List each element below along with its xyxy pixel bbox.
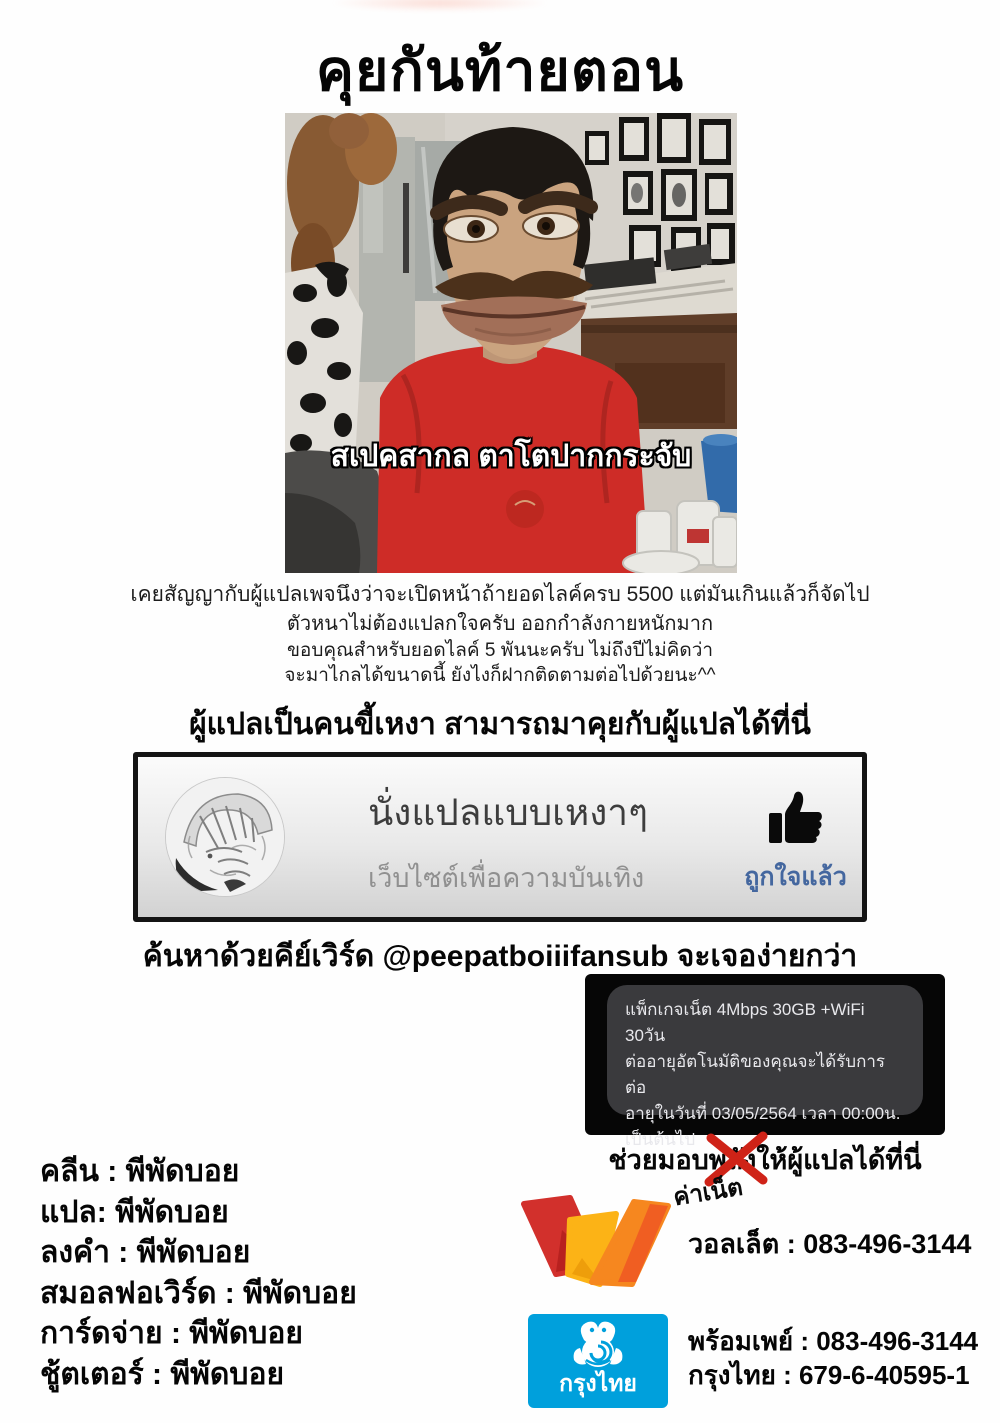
credit-card: การ์ดจ่าย : พีพัดบอย	[40, 1317, 303, 1350]
credits-list	[40, 1152, 357, 1395]
sms-line-3: อายุในวันที่ 03/05/2564 เวลา 00:00น.	[625, 1104, 901, 1123]
page-title: คุยกันท้ายตอน	[315, 39, 685, 103]
facebook-page-banner[interactable]	[133, 752, 867, 922]
sms-screenshot	[585, 974, 945, 1149]
page-subtitle: เว็บไซต์เพื่อความบันเทิง	[368, 863, 645, 893]
intro-line-1: เคยสัญญากับผู้แปลเพจนึงว่าจะเปิดหน้าถ้ายอดไลค์ครบ 5500 แต่มันเกินแล้วก็จัดไป	[130, 583, 870, 606]
top-edge-artifact	[330, 0, 550, 12]
intro-line-2: ตัวหนาไม่ต้องแปลกใจครับ ออกกำลังกายหนักมาก	[286, 613, 714, 635]
sms-line-4: เป็นต้นไป	[625, 1130, 696, 1149]
sms-line-1: แพ็กเกจเน็ต 4Mbps 30GB +WiFi 30วัน	[625, 1000, 865, 1045]
replacement-word: ค่าเน็ต	[671, 1173, 745, 1212]
bank-logo-text: กรุงไทย	[559, 1370, 637, 1396]
translator-meme-photo	[285, 113, 737, 573]
photo-caption: สเปคสากล ตาโตปากกระจับ	[330, 440, 692, 473]
sms-bubble	[607, 985, 923, 1149]
photo-illustration	[285, 113, 737, 573]
donate-prefix: ช่วยมอบ	[608, 1145, 709, 1175]
credit-typeset: ลงคำ : พีพัดบอย	[40, 1236, 251, 1269]
credit-shooter: ชู้ตเตอร์ : พีพัดบอย	[40, 1357, 285, 1391]
page-avatar	[166, 778, 284, 896]
like-status	[738, 787, 853, 897]
sms-line-2: ต่ออายุอัตโนมัติของคุณจะได้รับการต่อ	[625, 1052, 886, 1097]
credit-clean: คลีน : พีพัดบอย	[40, 1155, 240, 1188]
wallet-number: วอลเล็ต : 083-496-3144	[688, 1229, 972, 1259]
donate-line	[575, 1138, 955, 1212]
bank-account-number: กรุงไทย : 679-6-40595-1	[688, 1360, 970, 1390]
intro-paragraph	[0, 580, 1000, 689]
krungthai-bank-logo	[528, 1314, 668, 1408]
invite-line: ผู้แปลเป็นคนขี้เหงา สามารถมาคุยกับผู้แปลได้ที่นี่	[189, 708, 811, 741]
donate-suffix: ให้ผู้แปลได้ที่นี่	[756, 1145, 922, 1175]
promptpay-number: พร้อมเพย์ : 083-496-3144	[688, 1326, 979, 1356]
credit-translate: แปล: พีพัดบอย	[40, 1195, 229, 1229]
page-info	[368, 783, 648, 899]
liked-label: ถูกใจแล้ว	[744, 863, 847, 891]
intro-line-4: จะมาไกลได้ขนาดนี้ ยังไงก็ฝากติดตามต่อไปด้วยนะ^^	[284, 665, 716, 686]
bank-account-info	[688, 1324, 978, 1392]
page-name: นั่งแปลแบบเหงาๆ	[368, 792, 648, 833]
crossed-word-text: พลัง	[708, 1145, 757, 1175]
truemoney-wallet-logo	[512, 1190, 674, 1294]
keyword-line: ค้นหาด้วยคีย์เวิร์ด @peepatboiiifansub จะเจอง่ายกว่า	[142, 940, 858, 973]
intro-line-3: ขอบคุณสำหรับยอดไลค์ 5 พันนะครับ ไม่ถึงปีไม่คิดว่า	[286, 640, 714, 661]
thumbs-up-icon	[767, 787, 825, 849]
credit-smallword: สมอลฟอเวิร์ด : พีพัดบอย	[40, 1276, 357, 1310]
